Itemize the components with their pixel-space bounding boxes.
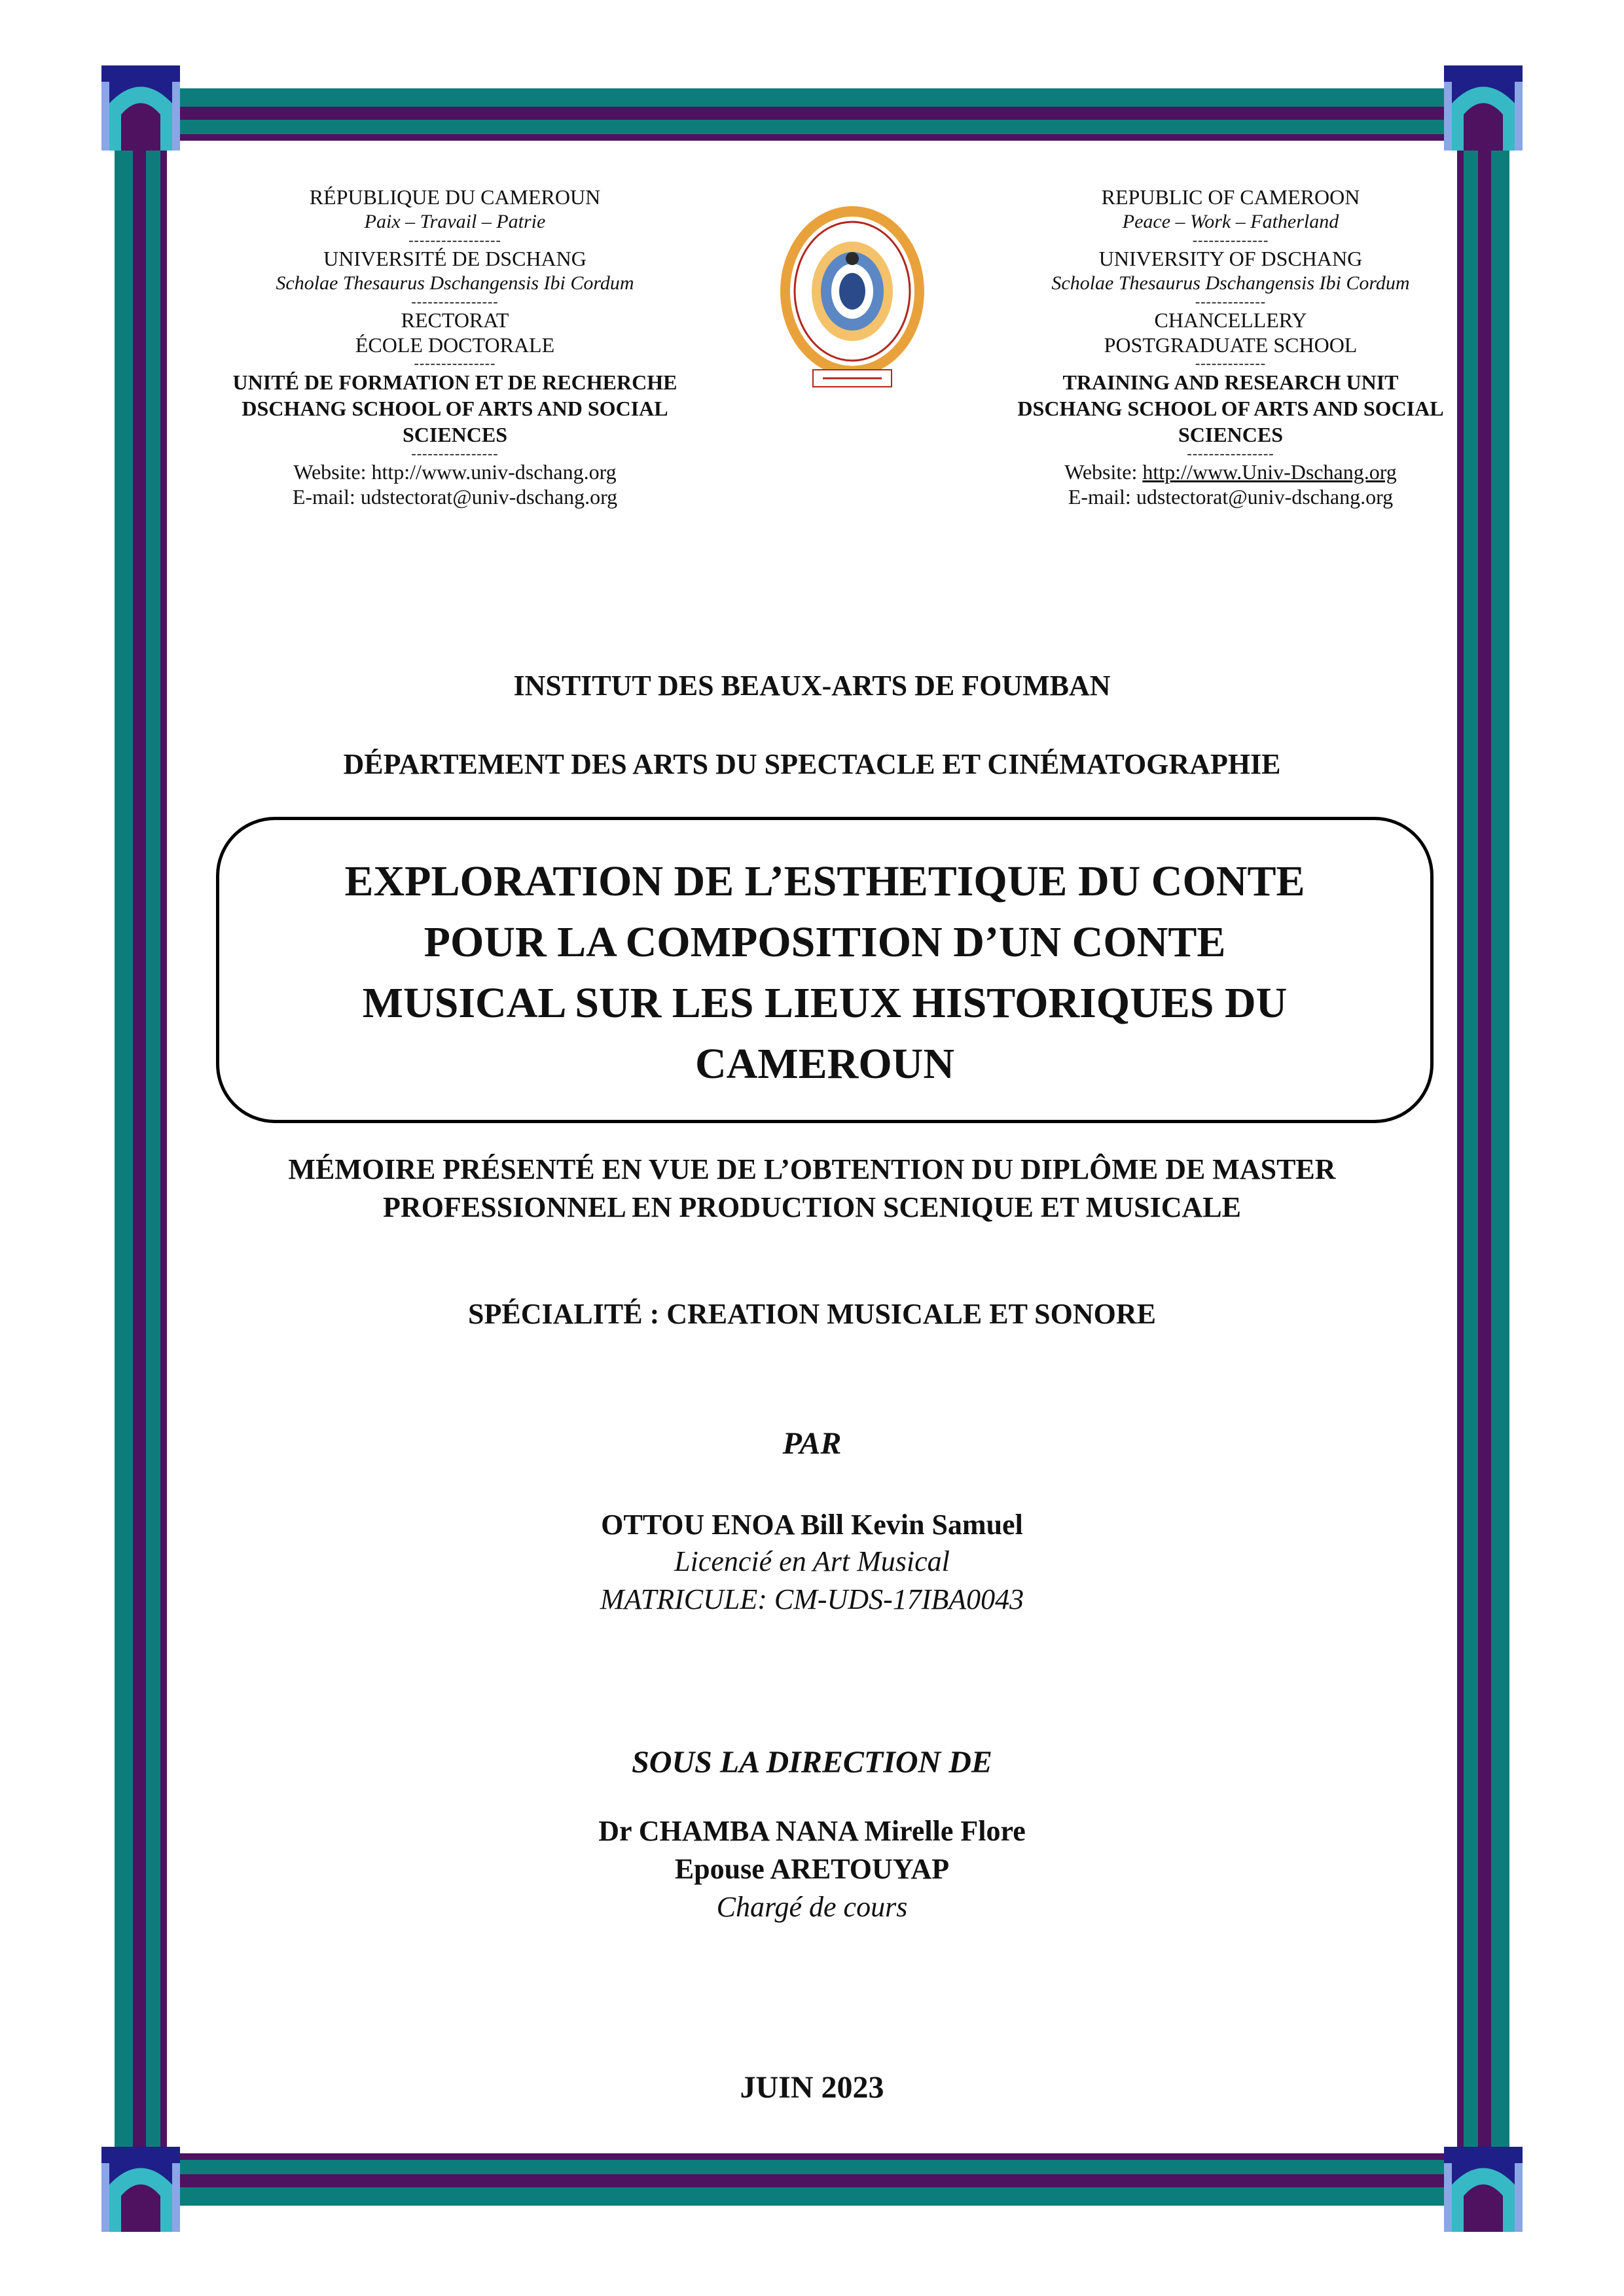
website-en: [949, 459, 1512, 484]
supervisor-name-line2: Epouse ARETOUYAP: [674, 1853, 950, 1885]
rectorate-fr: RECTORAT: [401, 308, 509, 332]
school-en: POSTGRADUATE SCHOOL: [1104, 333, 1358, 357]
supervisor-name: Dr CHAMBA NANA Mirelle Flore: [598, 1815, 1026, 1847]
university-motto-en: Scholae Thesaurus Dschangensis Ibi Cordum: [1051, 272, 1410, 294]
supervisor-role: Chargé de cours: [716, 1891, 908, 1923]
university-seal-icon: [774, 193, 931, 396]
degree-statement-line1: MÉMOIRE PRÉSENTÉ EN VUE DE L’OBTENTION DU DIPLÔME DE MASTER: [288, 1153, 1336, 1185]
thesis-title-line2: POUR LA COMPOSITION D’UN CONTE: [424, 918, 1226, 966]
school-fr: ÉCOLE DOCTORALE: [355, 333, 555, 357]
separator: ---------------: [414, 355, 496, 371]
separator: ----------------: [411, 445, 499, 461]
national-motto-en: Peace – Work – Fatherland: [1122, 211, 1339, 232]
degree-statement-line2: PROFESSIONNEL EN PRODUCTION SCENIQUE ET MUSICALE: [383, 1191, 1241, 1223]
separator: -------------: [1195, 293, 1267, 310]
university-motto-fr: Scholae Thesaurus Dschangensis Ibi Cordum: [276, 272, 634, 294]
separator: --------------: [1192, 232, 1269, 248]
submission-date: JUIN 2023: [740, 2070, 884, 2105]
header-french: [173, 185, 736, 509]
thesis-title-line3: MUSICAL SUR LES LIEUX HISTORIQUES DU: [362, 979, 1288, 1027]
separator: ----------------: [411, 293, 499, 310]
unit-line2-en: DSCHANG SCHOOL OF ARTS AND SOCIAL: [1017, 397, 1444, 420]
unit-line1-fr: UNITÉ DE FORMATION ET DE RECHERCHE: [232, 370, 677, 394]
national-motto-fr: Paix – Travail – Patrie: [364, 211, 546, 232]
separator: ----------------: [1187, 445, 1274, 461]
unit-line2-fr: DSCHANG SCHOOL OF ARTS AND SOCIAL: [242, 397, 668, 420]
separator: -----------------: [408, 232, 501, 248]
author-matricule: MATRICULE: CM-UDS-17IBA0043: [600, 1583, 1024, 1615]
unit-line3-fr: SCIENCES: [402, 423, 508, 446]
by-label: PAR: [782, 1426, 842, 1461]
institute-name: INSTITUT DES BEAUX-ARTS DE FOUMBAN: [513, 670, 1111, 702]
speciality: SPÉCIALITÉ : CREATION MUSICALE ET SONORE: [468, 1298, 1156, 1330]
country-name-en: REPUBLIC OF CAMEROON: [1101, 185, 1360, 209]
university-name-en: UNIVERSITY OF DSCHANG: [1098, 247, 1363, 270]
university-name-fr: UNIVERSITÉ DE DSCHANG: [323, 247, 586, 270]
unit-line3-en: SCIENCES: [1178, 423, 1284, 446]
thesis-title-line4: CAMEROUN: [695, 1040, 954, 1088]
separator: -------------: [1195, 355, 1267, 371]
thesis-title-line1: EXPLORATION DE L’ESTHETIQUE DU CONTE: [344, 857, 1305, 905]
header-english: [949, 185, 1512, 509]
degree-statement: [0, 1151, 1624, 1227]
unit-line1-en: TRAINING AND RESEARCH UNIT: [1062, 370, 1399, 394]
rectorate-en: CHANCELLERY: [1154, 308, 1307, 332]
website-label-en: Website:: [1064, 460, 1143, 484]
country-name-fr: RÉPUBLIQUE DU CAMEROUN: [309, 185, 601, 209]
email-fr: E-mail: udstectorat@univ-dschang.org: [292, 485, 618, 509]
author-degree: Licencié en Art Musical: [674, 1545, 950, 1577]
supervision-label: SOUS LA DIRECTION DE: [632, 1745, 992, 1780]
author-name: OTTOU ENOA Bill Kevin Samuel: [601, 1509, 1023, 1541]
website-link-en[interactable]: http://www.Univ-Dschang.org: [1142, 460, 1397, 484]
website-fr: Website: http://www.univ-dschang.org: [293, 460, 617, 484]
department-name: DÉPARTEMENT DES ARTS DU SPECTACLE ET CINÉMATOGRAPHIE: [343, 748, 1281, 780]
email-en: E-mail: udstectorat@univ-dschang.org: [1068, 485, 1394, 509]
thesis-title: [216, 851, 1434, 1094]
